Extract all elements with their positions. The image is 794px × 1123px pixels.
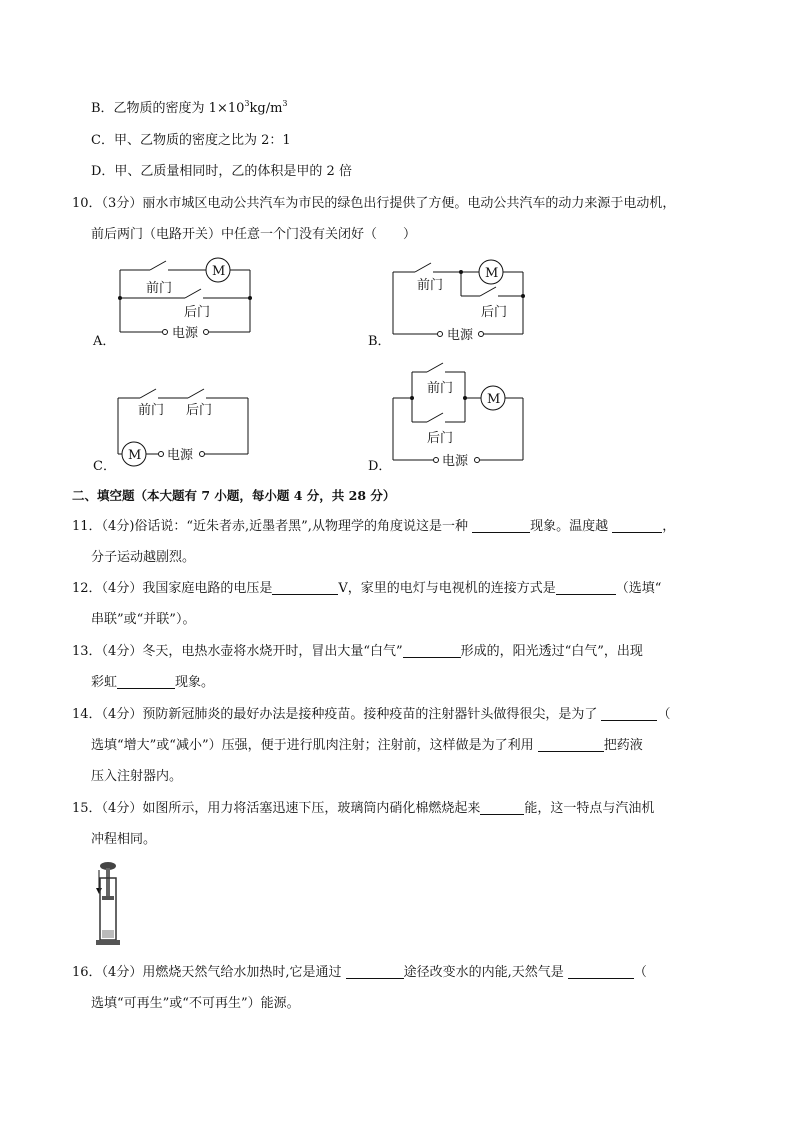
q11-blank-1[interactable] <box>472 518 530 533</box>
q16-blank-2[interactable] <box>568 964 634 979</box>
back-door-label: 后门 <box>184 305 211 320</box>
q11-line2: 分子运动越剧烈。 <box>91 550 196 565</box>
q16-text-3: （ <box>633 965 647 980</box>
q9-option-b-text: B．乙物质的密度为 1×10 <box>91 101 245 116</box>
q13-text-1: 13．（4分）冬天，电热水壶将水烧开时，冒出大量“白气” <box>72 644 403 659</box>
circuit-diagram-b <box>385 250 545 350</box>
q14-text-4: 把药液 <box>603 738 643 753</box>
q15-text-2: 能，这一特点与汽油机 <box>524 801 655 816</box>
q15-line1 <box>72 800 654 818</box>
q14-blank-1[interactable] <box>601 706 657 721</box>
q11-text-3: ， <box>662 519 676 534</box>
q16-blank-1[interactable] <box>346 964 404 979</box>
q14-blank-2[interactable] <box>538 737 604 752</box>
q16-line2: 选填“可再生”或“不可再生”）能源。 <box>91 996 300 1011</box>
q10-option-c-label[interactable]: C． <box>93 459 116 474</box>
front-door-label: 前门 <box>417 278 444 293</box>
q13-text-3: 彩虹 <box>91 675 118 690</box>
q14-line1 <box>72 706 670 724</box>
motor-label: M <box>128 448 142 463</box>
q9-option-b <box>91 100 288 118</box>
q10-option-a-label[interactable]: A． <box>93 334 116 349</box>
q10-stem-line2: 前后两门（电路开关）中任意一个门没有关闭好（ ） <box>91 227 417 242</box>
back-door-label: 后门 <box>186 403 213 418</box>
q11-text-1: 11．（4分)俗话说：“近朱者赤,近墨者黑”,从物理学的角度说这是一种 <box>72 519 473 534</box>
front-door-label: 前门 <box>427 381 454 396</box>
q10-stem-line1: 10．（3分）丽水市城区电动公共汽车为市民的绿色出行提供了方便。电动公共汽车的动力来源于电动机， <box>72 196 676 211</box>
q12-blank-1[interactable] <box>272 580 338 595</box>
q11-text-2: 现象。温度越 <box>530 519 613 534</box>
q13-blank-1[interactable] <box>403 643 461 658</box>
q9-option-b-unit: kg/m <box>249 101 283 116</box>
motor-label: M <box>212 264 226 279</box>
back-door-label: 后门 <box>481 305 508 320</box>
q12-text-3: （选填“ <box>615 581 662 596</box>
piston-cylinder-figure <box>88 860 128 950</box>
q14-text-1: 14．（4分）预防新冠肺炎的最好办法是接种疫苗。接种疫苗的注射器针头做得很尖，是为了 <box>72 707 602 722</box>
q16-text-2: 途径改变水的内能,天然气是 <box>403 965 568 980</box>
q12-text-1: 12．（4分）我国家庭电路的电压是 <box>72 581 273 596</box>
q14-text-2: （ <box>657 707 671 722</box>
q12-line1 <box>72 580 661 598</box>
q14-text-3: 选填“增大”或“减小”）压强，便于进行肌肉注射；注射前，这样做是为了利用 <box>91 738 538 753</box>
front-door-label: 前门 <box>138 403 165 418</box>
q13-line1 <box>72 643 643 661</box>
q9-option-d: D．甲、乙质量相同时，乙的体积是甲的 2 倍 <box>91 164 352 179</box>
power-label: 电源 <box>442 454 469 469</box>
q13-text-4: 现象。 <box>175 675 215 690</box>
circuit-diagram-d <box>385 360 545 470</box>
circuit-diagram-c <box>110 382 270 482</box>
q15-blank-1[interactable] <box>480 800 524 815</box>
q15-text-1: 15．（4分）如图所示，用力将活塞迅速下压，玻璃筒内硝化棉燃烧起来 <box>72 801 481 816</box>
power-label: 电源 <box>172 326 199 341</box>
q14-line3: 压入注射器内。 <box>91 769 183 784</box>
q10-option-d-label[interactable]: D． <box>368 459 392 474</box>
q13-text-2: 形成的，阳光透过“白气”，出现 <box>460 644 643 659</box>
q9-option-b-unit-exp: 3 <box>282 99 288 108</box>
q9-option-b-exp: 3 <box>244 99 250 108</box>
q12-line2: 串联”或“并联”）。 <box>91 612 196 627</box>
motor-label: M <box>487 392 501 407</box>
circuit-diagram-a <box>110 250 270 350</box>
q10-option-b-label[interactable]: B． <box>368 334 391 349</box>
q11-blank-2[interactable] <box>612 518 662 533</box>
power-label: 电源 <box>167 448 194 463</box>
q12-text-2: V，家里的电灯与电视机的连接方式是 <box>338 581 556 596</box>
section-title-fill-blank: 二、填空题（本大题有 7 小题，每小题 4 分，共 28 分） <box>72 488 396 503</box>
q13-blank-2[interactable] <box>117 674 175 689</box>
q16-line1 <box>72 964 647 982</box>
q11-line1 <box>72 518 675 536</box>
motor-label: M <box>485 266 499 281</box>
q9-option-c: C．甲、乙物质的密度之比为 2：1 <box>91 133 291 148</box>
q15-line2: 冲程相同。 <box>91 832 157 847</box>
q14-line2 <box>91 737 643 755</box>
front-door-label: 前门 <box>146 281 173 296</box>
q12-blank-2[interactable] <box>556 580 616 595</box>
back-door-label: 后门 <box>427 431 454 446</box>
q16-text-1: 16．（4分）用燃烧天然气给水加热时,它是通过 <box>72 965 346 980</box>
power-label: 电源 <box>447 328 474 343</box>
q13-line2 <box>91 674 214 692</box>
